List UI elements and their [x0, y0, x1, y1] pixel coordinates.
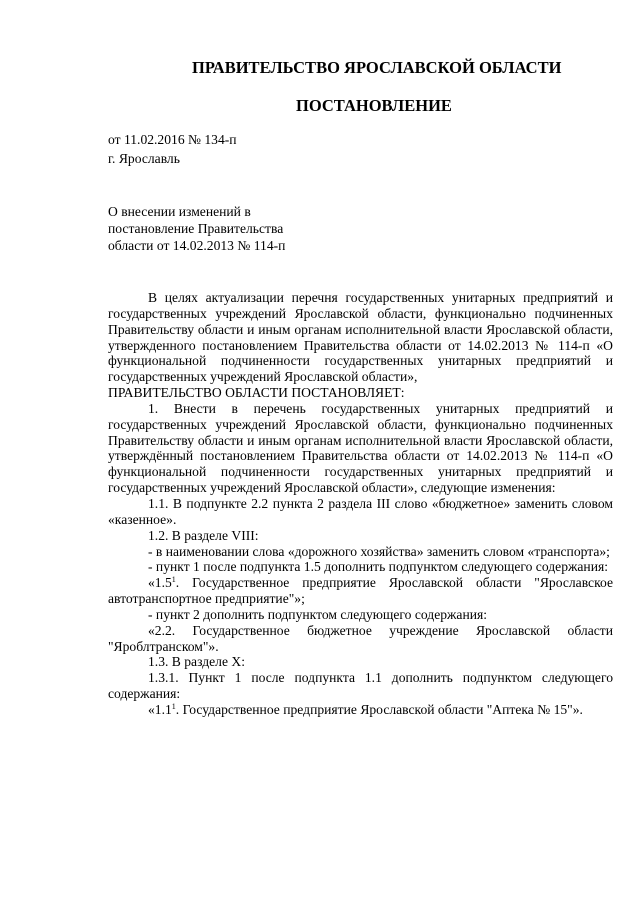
quote-superscript: 1	[171, 575, 176, 585]
item-1-2-b-quote-paragraph	[108, 575, 613, 607]
item-1-3-paragraph: 1.3. В разделе X:	[148, 654, 245, 670]
quote-number: «1.1	[148, 701, 172, 717]
item-1-2-paragraph: 1.2. В разделе VIII:	[148, 527, 259, 543]
government-title: ПРАВИТЕЛЬСТВО ЯРОСЛАВСКОЙ ОБЛАСТИ	[192, 58, 562, 77]
subject-line-2: постановление Правительства	[108, 221, 284, 236]
quote-text: . Государственное предприятие Ярославской области "Ярославское автотранспортное предприятие"»;	[108, 575, 613, 607]
document-body	[108, 290, 613, 718]
quote-text: . Государственное предприятие Ярославской области "Аптека № 15"».	[175, 701, 583, 717]
item-1-paragraph: 1. Внести в перечень государственных унитарных предприятий и государственных учреждений Ярославской области, функционально подчиненных Правительству области и иным органам исполнительной власти Ярославской области, утверждённый постановлением Правительства области от 14.02.2013 № 114-п «О функциональной подчиненности государственных унитарных предприятий и государственных учреждений Ярославской области», следующие изменения:	[108, 400, 613, 496]
quote-superscript: 1	[171, 701, 176, 711]
item-1-3-1-paragraph: 1.3.1. Пункт 1 после подпункта 1.1 дополнить подпунктом следующего содержания:	[108, 670, 613, 702]
item-1-1-paragraph: 1.1. В подпункте 2.2 пункта 2 раздела III слово «бюджетное» заменить словом «казенное».	[108, 495, 613, 527]
item-1-2-a-paragraph: - в наименовании слова «дорожного хозяйства» заменить словом «транспорта»;	[148, 543, 610, 559]
item-1-3-1-quote-paragraph	[108, 702, 613, 718]
item-1-2-c-quote-paragraph: «2.2. Государственное бюджетное учреждение Ярославской области "Яроблтранском"».	[108, 622, 613, 654]
document-date-number: от 11.02.2016 № 134-п	[108, 132, 237, 147]
resolves-paragraph: ПРАВИТЕЛЬСТВО ОБЛАСТИ ПОСТАНОВЛЯЕТ:	[108, 385, 405, 401]
quote-number: «1.5	[148, 575, 172, 591]
document-city: г. Ярославль	[108, 151, 180, 166]
document-type-title: ПОСТАНОВЛЕНИЕ	[296, 96, 452, 115]
subject-line-1: О внесении изменений в	[108, 204, 251, 219]
item-1-2-c-paragraph: - пункт 2 дополнить подпунктом следующего содержания:	[148, 606, 488, 622]
preamble-paragraph: В целях актуализации перечня государственных унитарных предприятий и государственных учреждений Ярославской области, функционально подчиненных Правительству области и иным органам исполнительной власти Ярославской области, утвержденного постановлением Правительства области от 14.02.2013 № 114-п «О функциональной подчиненности государственных унитарных предприятий и государственных учреждений Ярославской области»,	[108, 290, 613, 385]
item-1-2-b-paragraph: - пункт 1 после подпункта 1.5 дополнить подпунктом следующего содержания:	[148, 559, 608, 575]
subject-line-3: области от 14.02.2013 № 114-п	[108, 238, 286, 253]
